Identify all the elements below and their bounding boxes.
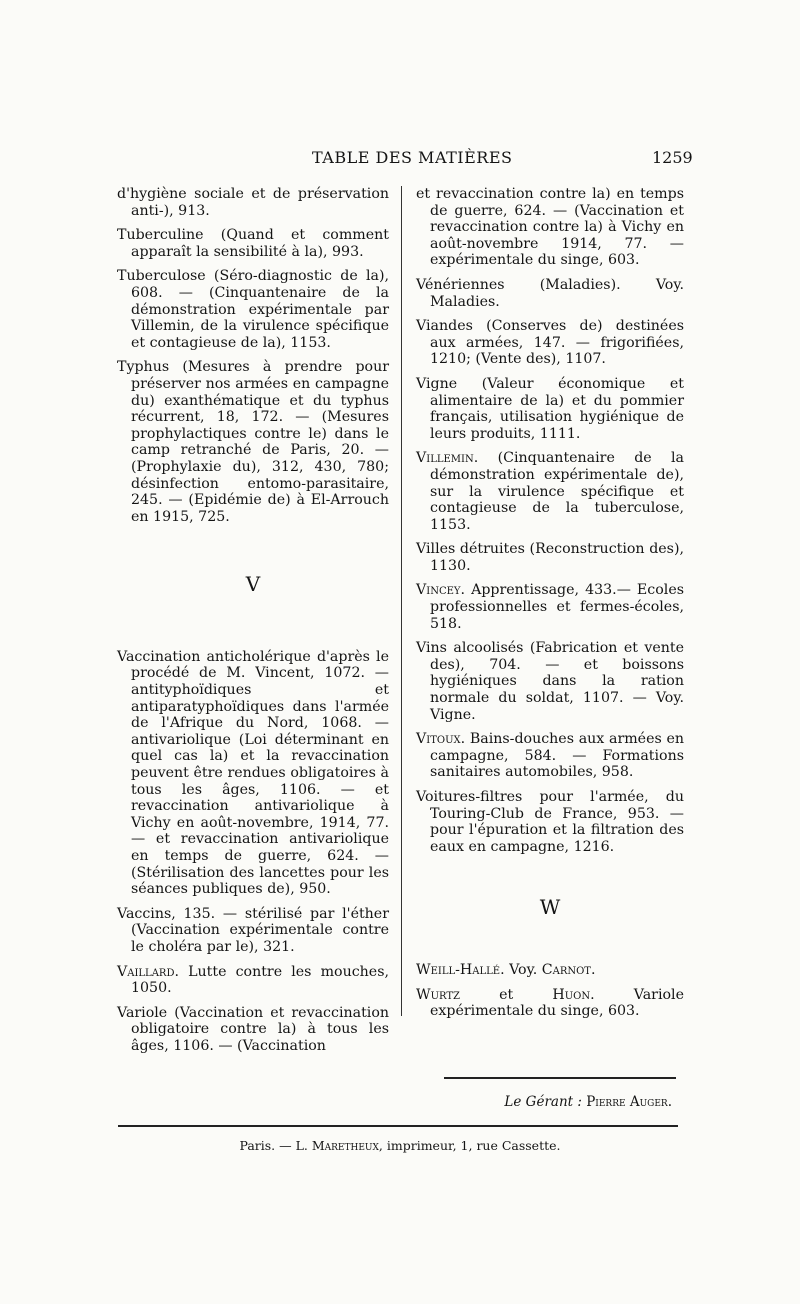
page-number: 1259 — [652, 148, 693, 167]
index-entry — [416, 731, 684, 781]
printer-prefix: Paris. — L. — [239, 1138, 312, 1153]
index-entry — [117, 1005, 389, 1055]
index-entry — [117, 906, 389, 956]
entry-text: Variole expérimentale du singe, 603. — [430, 986, 684, 1020]
author-name: Carnot. — [541, 961, 596, 978]
column-divider — [401, 186, 402, 1016]
index-entry — [117, 186, 389, 219]
running-title: TABLE DES MATIÈRES — [312, 148, 513, 167]
entry-text: Villes détruites (Reconstruction des), 1130. — [416, 541, 684, 574]
entry-text: Tuberculine (Quand et comment apparaît la sensibilité à la), 993. — [117, 227, 389, 260]
entry-text: Voy. — [504, 961, 542, 978]
entries-before-w — [416, 186, 684, 855]
printer-suffix: imprimeur, 1, rue Cassette. — [382, 1138, 561, 1153]
entry-text: Viandes (Conserves de) destinées aux armées, 147. — frigorifiées, 1210; (Vente des), 1107. — [416, 318, 684, 368]
entry-text: Vaccination anticholérique d'après le procédé de M. Vincent, 1072. — antityphoïdiques et antiparatyphoïdiques dans l'armée de l'Afrique du Nord, 1068. — antivariolique (Loi déterminant en quel cas la) et la revaccination peuvent être rendues obligatoires à tous les âges, 1106. — et revaccination antivariolique à Vichy en août-novembre, 1914, 77. — et revaccination antivariolique en temps de guerre, 624. — (Stérilisation des lancettes pour les séances publiques de), 950. — [117, 648, 389, 898]
author-name: Vincey. — [416, 582, 466, 599]
index-entry — [416, 789, 684, 855]
author-name: Vitoux. — [416, 731, 466, 748]
entry-text: Typhus (Mesures à prendre pour préserver nos armées en campagne du) exanthématique et du typhus récurrent, 18, 172. — (Mesures prophylactiques contre le) dans le camp retranché de Paris, 20. — (Prophylaxie du), 312, 430, 780; désinfection entomo-parasitaire, 245. — (Epidémie de) à El-Arrouch en 1915, 725. — [117, 359, 389, 525]
entry-text: Bains-douches aux armées en campagne, 584. — Formations sanitaires automobiles, 958. — [430, 731, 684, 781]
entry-text: Vénériennes (Maladies). Voy. Maladies. — [416, 276, 684, 310]
author-name: Wurtz — [416, 986, 460, 1003]
entry-text: et — [459, 986, 553, 1003]
entry-text: Voitures-filtres pour l'armée, du Touring-Club de France, 953. — pour l'épuration et la filtration des eaux en campagne, 1216. — [416, 789, 684, 855]
gerant-name: Pierre Auger. — [586, 1094, 672, 1110]
entry-text: et revaccination contre la) en temps de guerre, 624. — (Vaccination et revaccination contre la) à Vichy en août-novembre 1914, 77. — expérimentale du singe, 603. — [416, 186, 684, 269]
entry-text: Tuberculose (Séro-diagnostic de la), 608. — (Cinquantenaire de la démonstration expérimentale par Villemin, de la virulence spécifique et contagieuse de la), 1153. — [117, 268, 389, 351]
entries-after-w — [416, 962, 684, 1020]
index-entry — [117, 359, 389, 525]
entry-text: Vins alcoolisés (Fabrication et vente des), 704. — et boissons hygiéniques dans la ration normale du soldat, 1107. — Voy. Vigne. — [416, 640, 684, 723]
index-entry — [416, 962, 684, 979]
entry-text: Lutte contre les mouches, 1050. — [131, 963, 389, 997]
entry-text: (Cinquantenaire de la démonstration expérimentale de), sur la virulence spécifique et contagieuse de la tuberculose, 1153. — [430, 450, 684, 533]
rule-top — [444, 1077, 676, 1079]
index-entry — [416, 318, 684, 368]
index-entry — [416, 582, 684, 632]
index-entry — [416, 277, 684, 310]
section-letter-w: W — [539, 895, 561, 920]
printer-line — [0, 1138, 800, 1153]
author-name: Vaillard. — [117, 963, 179, 980]
entry-text: Vigne (Valeur économique et alimentaire de la) et du pommier français, utilisation hygiénique de leurs produits, 1111. — [416, 375, 684, 442]
index-entry — [416, 186, 684, 269]
entry-text: Variole (Vaccination et revaccination obligatoire contre la) à tous les âges, 1106. — (Vaccination — [117, 1004, 389, 1054]
rule-bottom — [118, 1125, 678, 1127]
index-entry — [416, 987, 684, 1020]
entry-text: Vaccins, 135. — stérilisé par l'éther (Vaccination expérimentale contre le choléra par le), 321. — [117, 905, 389, 955]
author-name: Huon. — [552, 986, 595, 1003]
printer-name: Maretheux, — [311, 1138, 383, 1153]
entry-text: d'hygiène sociale et de préservation anti-), 913. — [117, 186, 389, 219]
gerant-line — [462, 1094, 672, 1110]
index-entry — [117, 268, 389, 351]
index-column-right — [416, 186, 684, 1028]
entries-after-v — [117, 649, 389, 1055]
author-name: Weill-Hallé. — [416, 961, 505, 978]
index-entry — [416, 376, 684, 442]
entries-before-v — [117, 186, 389, 525]
author-name: Villemin. — [416, 450, 479, 467]
index-column-left — [117, 186, 389, 1063]
index-entry — [416, 450, 684, 533]
index-entry — [117, 227, 389, 260]
page-header — [0, 148, 800, 170]
index-entry — [416, 640, 684, 723]
index-entry — [117, 649, 389, 898]
index-entry — [416, 541, 684, 574]
entry-text: Apprentissage, 433.— Ecoles professionnelles et fermes-écoles, 518. — [430, 582, 684, 632]
gerant-label: Le Gérant : — [504, 1094, 582, 1110]
index-entry — [117, 964, 389, 997]
section-letter-v: V — [245, 572, 261, 597]
